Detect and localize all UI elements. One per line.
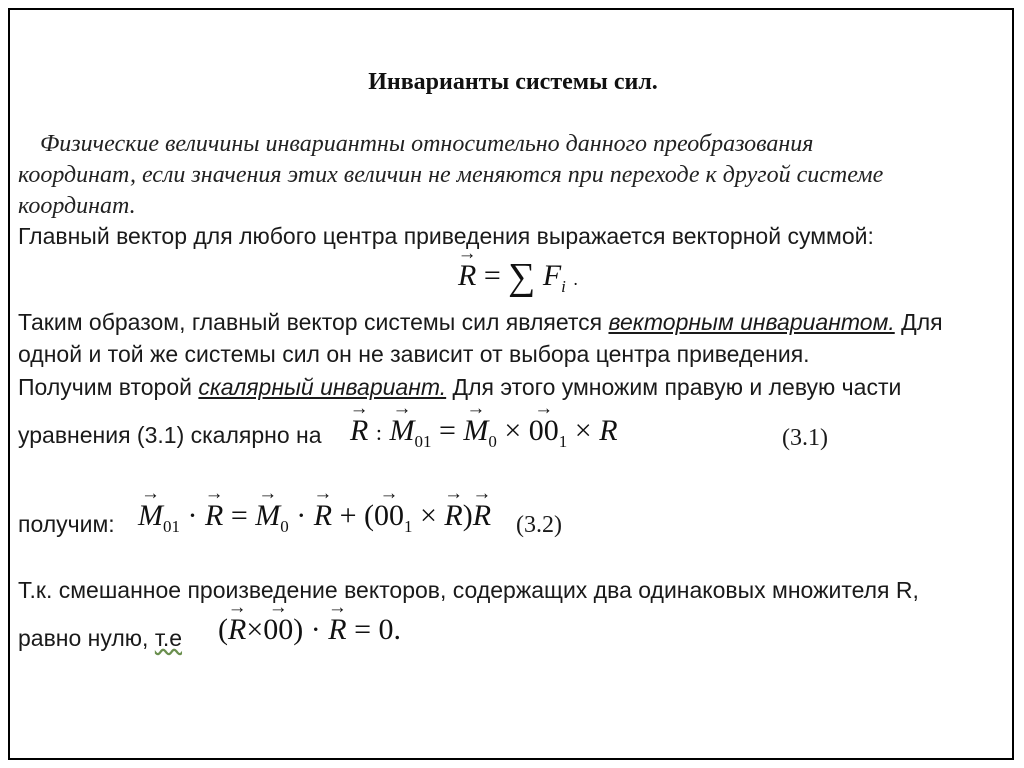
subscript-1: 1 — [404, 517, 413, 536]
main-vector-line: Главный вектор для любого центра приведения выражается векторной суммой: — [18, 223, 874, 249]
dot-sign: · — [187, 499, 198, 532]
vector-invariant-line — [18, 311, 943, 334]
formula-conclusion — [218, 615, 401, 645]
intro-line-1: Физические величины инвариантны относительно данного преобразования — [40, 131, 814, 157]
equals-sign: = — [230, 499, 248, 532]
vector-R: → R — [350, 416, 368, 446]
right-paren: ) — [462, 499, 473, 532]
scalar-invariant-text-2: Для этого умножим правую и левую части — [446, 374, 902, 400]
vector-R: → R — [328, 615, 346, 645]
times-sign: × — [420, 499, 437, 532]
vector-M: → M — [255, 501, 280, 531]
page-title: Инварианты системы сил. — [368, 69, 658, 95]
subscript-01: 01 — [414, 432, 432, 451]
scalar-invariant-text-1: Получим второй — [18, 374, 199, 400]
zero: 0. — [378, 613, 401, 646]
times-sign: × — [574, 414, 592, 447]
subscript-0: 0 — [280, 517, 289, 536]
R: R — [599, 414, 618, 447]
slide-frame — [8, 8, 1014, 760]
conclusion-line-2 — [18, 627, 182, 650]
vector-invariant-text-1: Таким образом, главный вектор системы сил является — [18, 309, 609, 335]
intro-line-2: координат, если значения этих величин не меняются при переходе к другой системе — [18, 162, 884, 188]
equation-number-3-1: (3.1) — [782, 425, 828, 451]
sum-sign: ∑ — [508, 256, 536, 298]
scalar-invariant-term: скалярный инвариант. — [198, 374, 447, 400]
subscript-01: 01 — [163, 517, 180, 536]
vector-R: → R — [444, 501, 462, 531]
left-paren: ( — [218, 613, 228, 646]
equation-number-3-2: (3.2) — [516, 512, 562, 538]
conclusion-text: равно нулю, — [18, 625, 155, 651]
colon: : — [375, 420, 382, 445]
formula-3-2 — [138, 501, 491, 535]
vector-OO: → 00 — [263, 615, 293, 645]
vector-R: → R — [473, 501, 491, 531]
vector-M: → M — [138, 501, 163, 531]
times-sign: × — [246, 613, 264, 646]
vector-invariant-line-2: одной и той же системы сил он не зависит от выбора центра приведения. — [18, 341, 810, 367]
scalar-invariant-line — [18, 376, 901, 399]
formula-3-1 — [350, 416, 618, 450]
conclusion-line-1: Т.к. смешанное произведение векторов, содержащих два одинаковых множителя R, — [18, 577, 919, 603]
index-i: i — [561, 277, 566, 296]
equals-sign: = — [438, 414, 456, 447]
scalar-invariant-line-2: уравнения (3.1) скалярно на — [18, 422, 322, 448]
subscript-0: 0 — [488, 432, 497, 451]
subscript-1: 1 — [558, 432, 568, 451]
obtain-label: получим: — [18, 511, 115, 537]
plus-sign: + — [339, 499, 357, 532]
left-paren: ( — [364, 499, 374, 532]
force-F: F — [542, 259, 562, 292]
vector-M: → M — [463, 416, 488, 446]
vector-R: → R — [205, 501, 223, 531]
dot-sign: · — [310, 613, 321, 646]
formula-period: . — [573, 269, 578, 289]
vector-OO: → 00 — [529, 416, 559, 446]
conclusion-te: т.е — [154, 625, 183, 651]
vector-OO: → 00 — [374, 501, 404, 531]
right-paren: ) — [293, 613, 304, 646]
vector-R: → R — [458, 261, 476, 291]
formula-main-vector — [458, 258, 578, 296]
equals-sign: = — [354, 613, 371, 646]
vector-R: → R — [314, 501, 332, 531]
vector-invariant-term: векторным инвариантом. — [608, 309, 895, 335]
intro-line-3: координат. — [18, 193, 136, 219]
vector-R: → R — [228, 615, 246, 645]
equals-sign: = — [483, 259, 501, 292]
vector-invariant-text-2: Для — [894, 309, 943, 335]
dot-sign: · — [296, 499, 307, 532]
vector-M: → M — [389, 416, 414, 446]
times-sign: × — [504, 414, 522, 447]
